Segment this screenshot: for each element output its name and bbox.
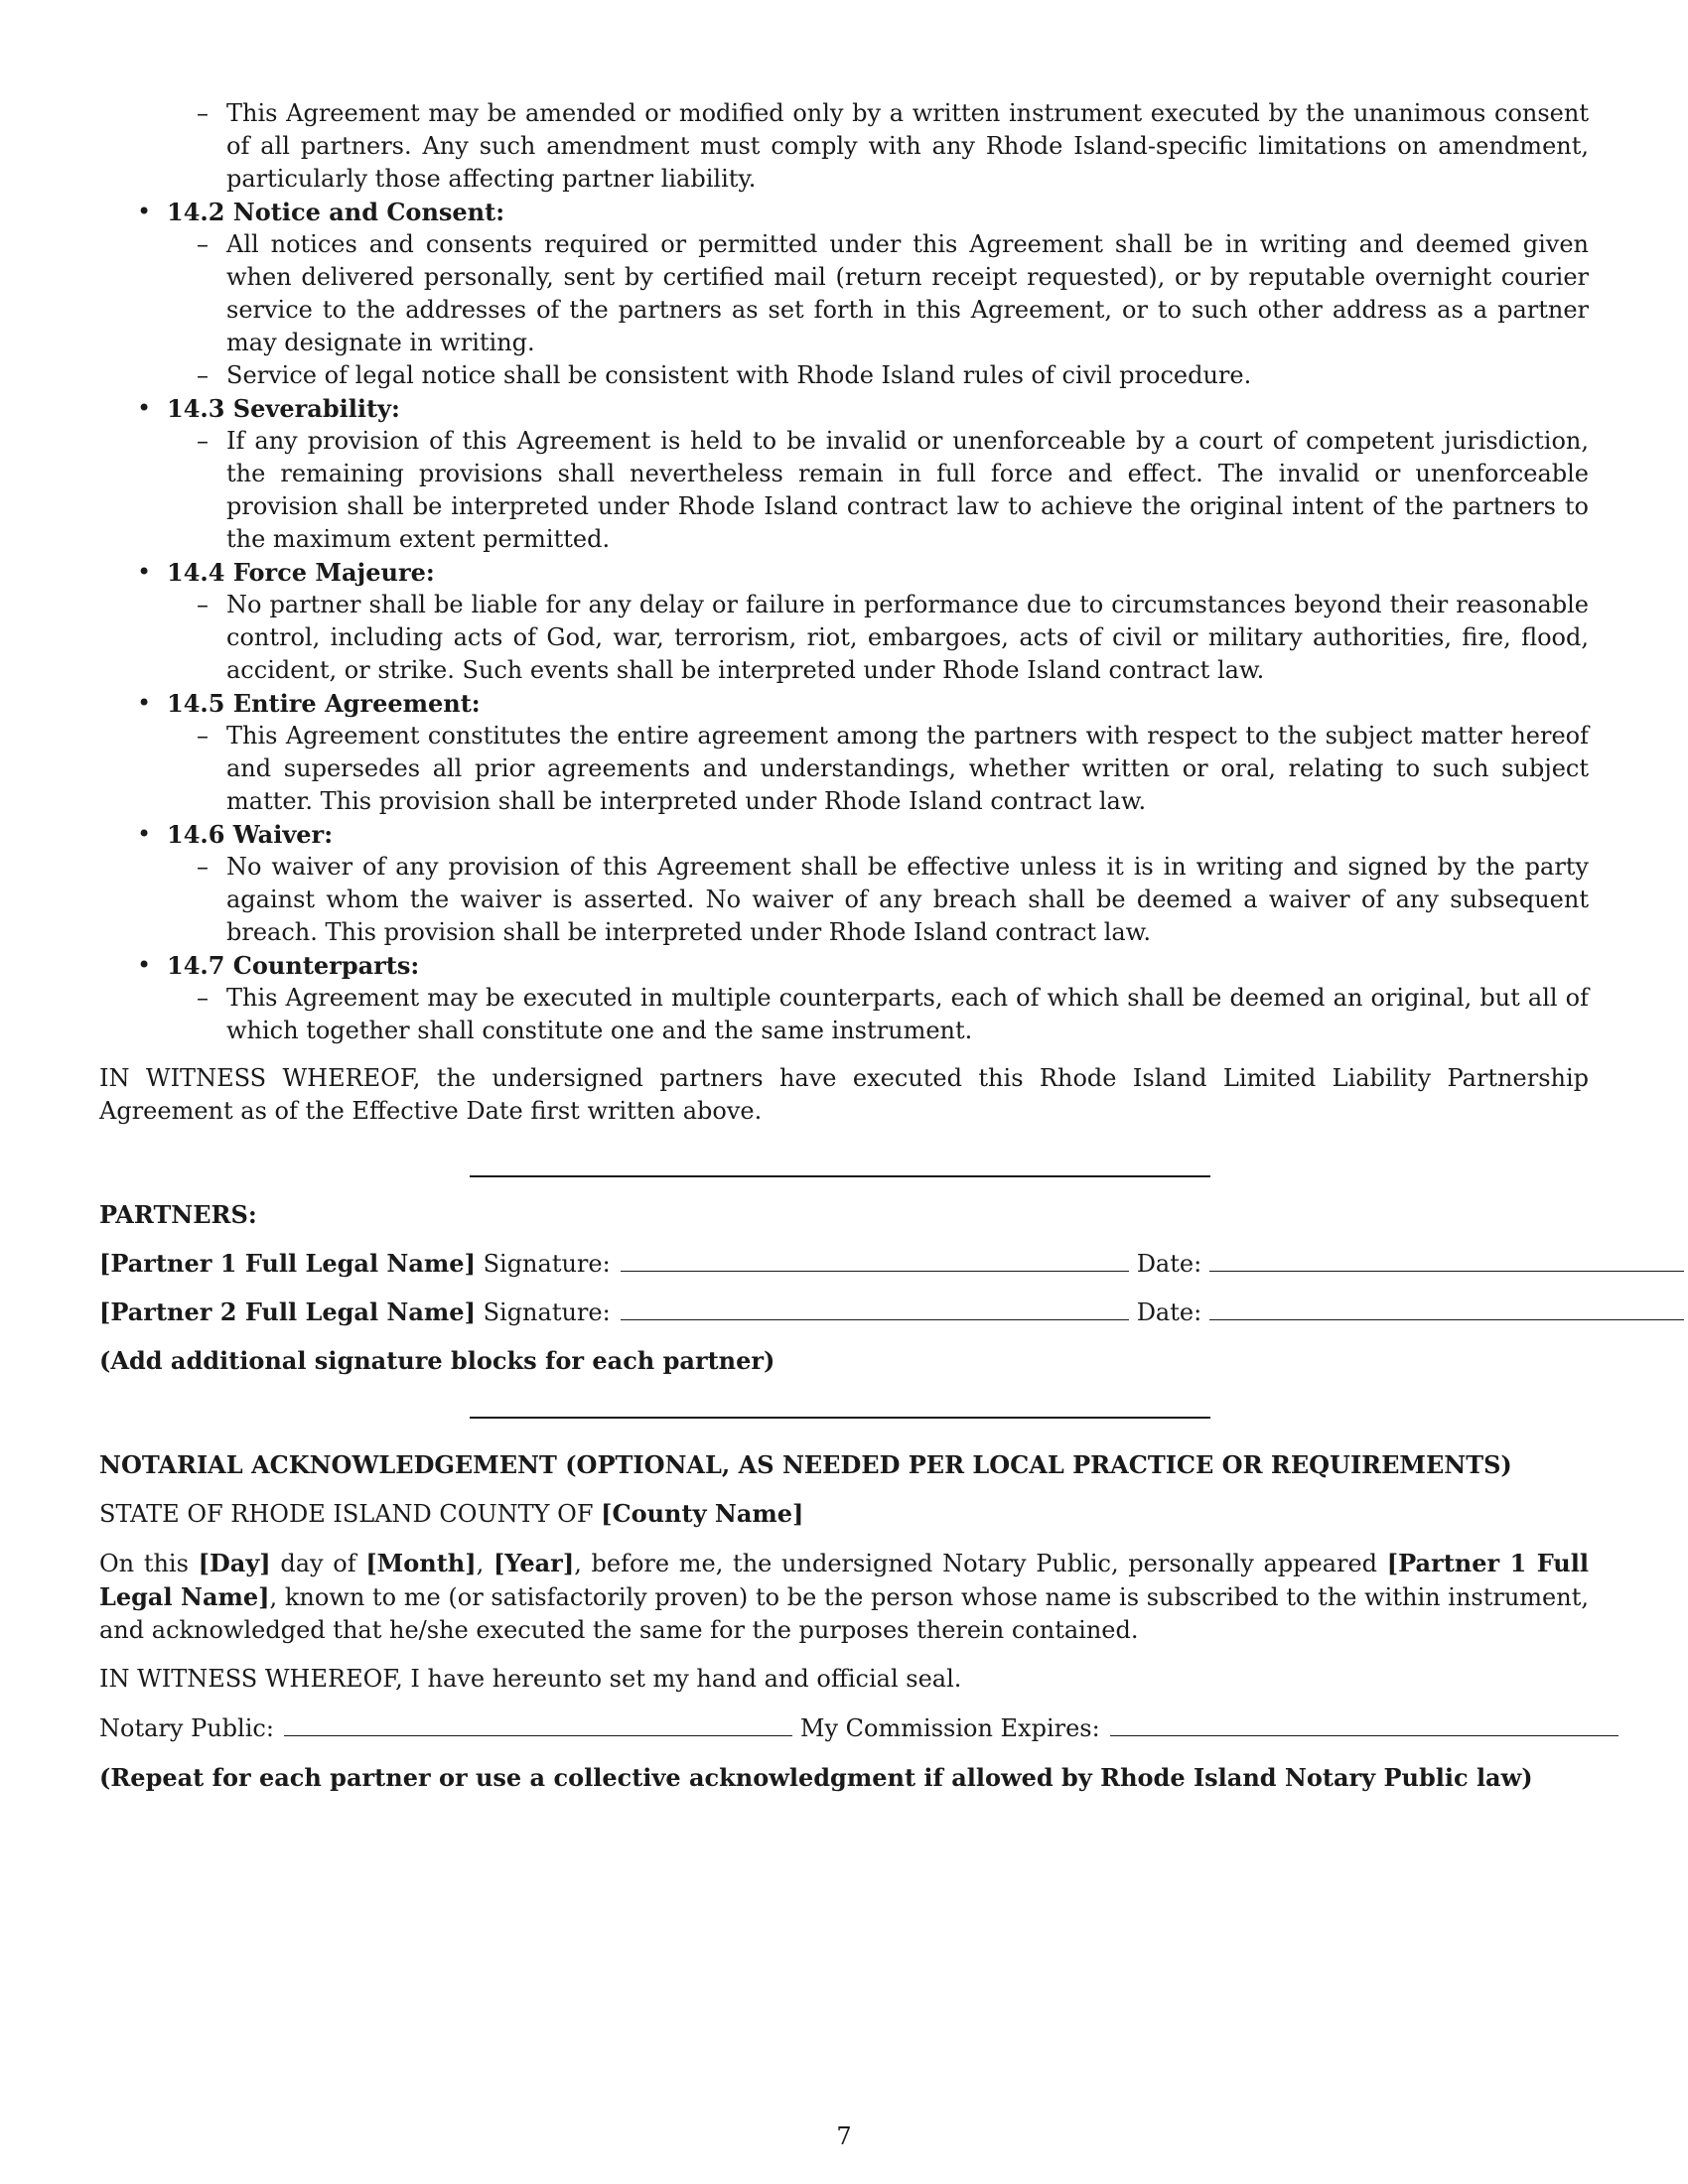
year-placeholder: [Year] bbox=[492, 1549, 575, 1577]
ack-text: , known to me (or satisfactorily proven) to be the person whose name is subscribed to the within instrument, and acknowledged that he/she executed the same for the purposes therein contained. bbox=[99, 1583, 1589, 1644]
seal-line: IN WITNESS WHEREOF, I have hereunto set my hand and official seal. bbox=[99, 1665, 962, 1693]
section-text: – All notices and consents required or permitted under this Agreement shall be in writing and deemed given when delivered personally, sent by certified mail (return receipt requested), or by reputable overnight courier service to the addresses of the partners as set forth in this Agreement, or to such other address as a partner may designate in writing. bbox=[167, 228, 1589, 359]
partner-1-signature-row bbox=[99, 1247, 1589, 1280]
partners-heading: PARTNERS: bbox=[99, 1200, 257, 1229]
section-text: – This Agreement constitutes the entire agreement among the partners with respect to the subject matter hereof and supersedes all prior agreements and understandings, whether written or oral, relating to such subject matter. This provision shall be interpreted under Rhode Island contract law. bbox=[167, 720, 1589, 818]
state-county-line bbox=[99, 1497, 1589, 1531]
section-heading: • 14.2 Notice and Consent: bbox=[167, 198, 505, 226]
section-text: – If any provision of this Agreement is held to be invalid or unenforceable by a court of competent jurisdiction, the remaining provisions shall nevertheless remain in full force and effect. The invalid or unenforceable provision shall be interpreted under Rhode Island contract law to achieve the original intent of the partners to the maximum extent permitted. bbox=[167, 425, 1589, 556]
repeat-note: (Repeat for each partner or use a collective acknowledgment if allowed by Rhode Island Notary Public law) bbox=[99, 1763, 1533, 1792]
section-text: – Service of legal notice shall be consistent with Rhode Island rules of civil procedure. bbox=[167, 359, 1589, 392]
date-label: Date: bbox=[1136, 1250, 1202, 1278]
amendment-text: – This Agreement may be amended or modified only by a written instrument executed by the unanimous consent of all partners. Any such amendment must comply with any Rhode Island-specific limitations on amendment, particularly those affecting partner liability. bbox=[167, 97, 1589, 196]
ack-text: day of bbox=[280, 1550, 356, 1577]
date-line[interactable] bbox=[1209, 1247, 1684, 1272]
acknowledgement-paragraph bbox=[99, 1547, 1589, 1647]
ack-text: , before me, the undersigned Notary Public, personally appeared bbox=[574, 1550, 1378, 1577]
partner-2-signature-row bbox=[99, 1296, 1589, 1328]
section-heading: • 14.5 Entire Agreement: bbox=[167, 689, 481, 718]
signature-label: Signature: bbox=[483, 1298, 611, 1326]
section-text: – No partner shall be liable for any delay or failure in performance due to circumstances beyond their reasonable control, including acts of God, war, terrorism, riot, embargoes, acts of civil or military authorities, fire, flood, accident, or strike. Such events shall be interpreted under Rhode Island contract law. bbox=[167, 589, 1589, 687]
section-14-7 bbox=[99, 949, 1589, 1047]
notary-public-label: Notary Public: bbox=[99, 1714, 274, 1742]
section-heading: • 14.7 Counterparts: bbox=[167, 951, 420, 980]
section-14-5 bbox=[99, 687, 1589, 818]
section-14-6 bbox=[99, 818, 1589, 949]
amendment-subitems bbox=[167, 97, 1589, 196]
witness-paragraph: IN WITNESS WHEREOF, the undersigned partners have executed this Rhode Island Limited Liability Partnership Agreement as of the Effective Date first written above. bbox=[99, 1064, 1589, 1125]
section-heading: • 14.6 Waiver: bbox=[167, 820, 334, 849]
notary-signature-line[interactable] bbox=[284, 1711, 792, 1736]
signature-line[interactable] bbox=[621, 1247, 1129, 1272]
section-14-2 bbox=[99, 196, 1589, 392]
signature-line[interactable] bbox=[621, 1296, 1129, 1320]
month-placeholder: [Month] bbox=[365, 1549, 477, 1577]
divider bbox=[470, 1417, 1210, 1419]
section-list bbox=[99, 196, 1589, 1047]
partner-placeholder: [Partner 1 Full Legal Name] bbox=[99, 1549, 1589, 1611]
day-placeholder: [Day] bbox=[198, 1549, 271, 1577]
partner-name: [Partner 2 Full Legal Name] bbox=[99, 1297, 476, 1326]
notary-heading: NOTARIAL ACKNOWLEDGEMENT (OPTIONAL, AS NEEDED PER LOCAL PRACTICE OR REQUIREMENTS) bbox=[99, 1450, 1512, 1479]
document-page bbox=[99, 97, 1589, 1794]
signature-label: Signature: bbox=[483, 1250, 611, 1278]
add-signature-note: (Add additional signature blocks for each partner) bbox=[99, 1346, 775, 1375]
date-label: Date: bbox=[1136, 1298, 1202, 1326]
partner-name: [Partner 1 Full Legal Name] bbox=[99, 1249, 476, 1278]
ack-text: On this bbox=[99, 1550, 189, 1577]
date-line[interactable] bbox=[1209, 1296, 1684, 1320]
section-heading: • 14.3 Severability: bbox=[167, 394, 400, 423]
section-heading: • 14.4 Force Majeure: bbox=[167, 558, 435, 587]
ack-text: , bbox=[476, 1550, 485, 1577]
county-placeholder: [County Name] bbox=[601, 1499, 804, 1528]
section-14-4 bbox=[99, 556, 1589, 687]
commission-expires-label: My Commission Expires: bbox=[799, 1714, 1100, 1742]
commission-expires-line[interactable] bbox=[1110, 1711, 1618, 1736]
divider bbox=[470, 1175, 1210, 1177]
state-text: STATE OF RHODE ISLAND COUNTY OF bbox=[99, 1500, 594, 1528]
section-text: – No waiver of any provision of this Agreement shall be effective unless it is in writing and signed by the party against whom the waiver is asserted. No waiver of any breach shall be deemed a waiver of any subsequent breach. This provision shall be interpreted under Rhode Island contract law. bbox=[167, 851, 1589, 949]
section-text: – This Agreement may be executed in multiple counterparts, each of which shall be deemed an original, but all of which together shall constitute one and the same instrument. bbox=[167, 982, 1589, 1047]
page-number: 7 bbox=[836, 2122, 852, 2150]
section-14-3 bbox=[99, 392, 1589, 556]
notary-signature-row bbox=[99, 1711, 1589, 1745]
